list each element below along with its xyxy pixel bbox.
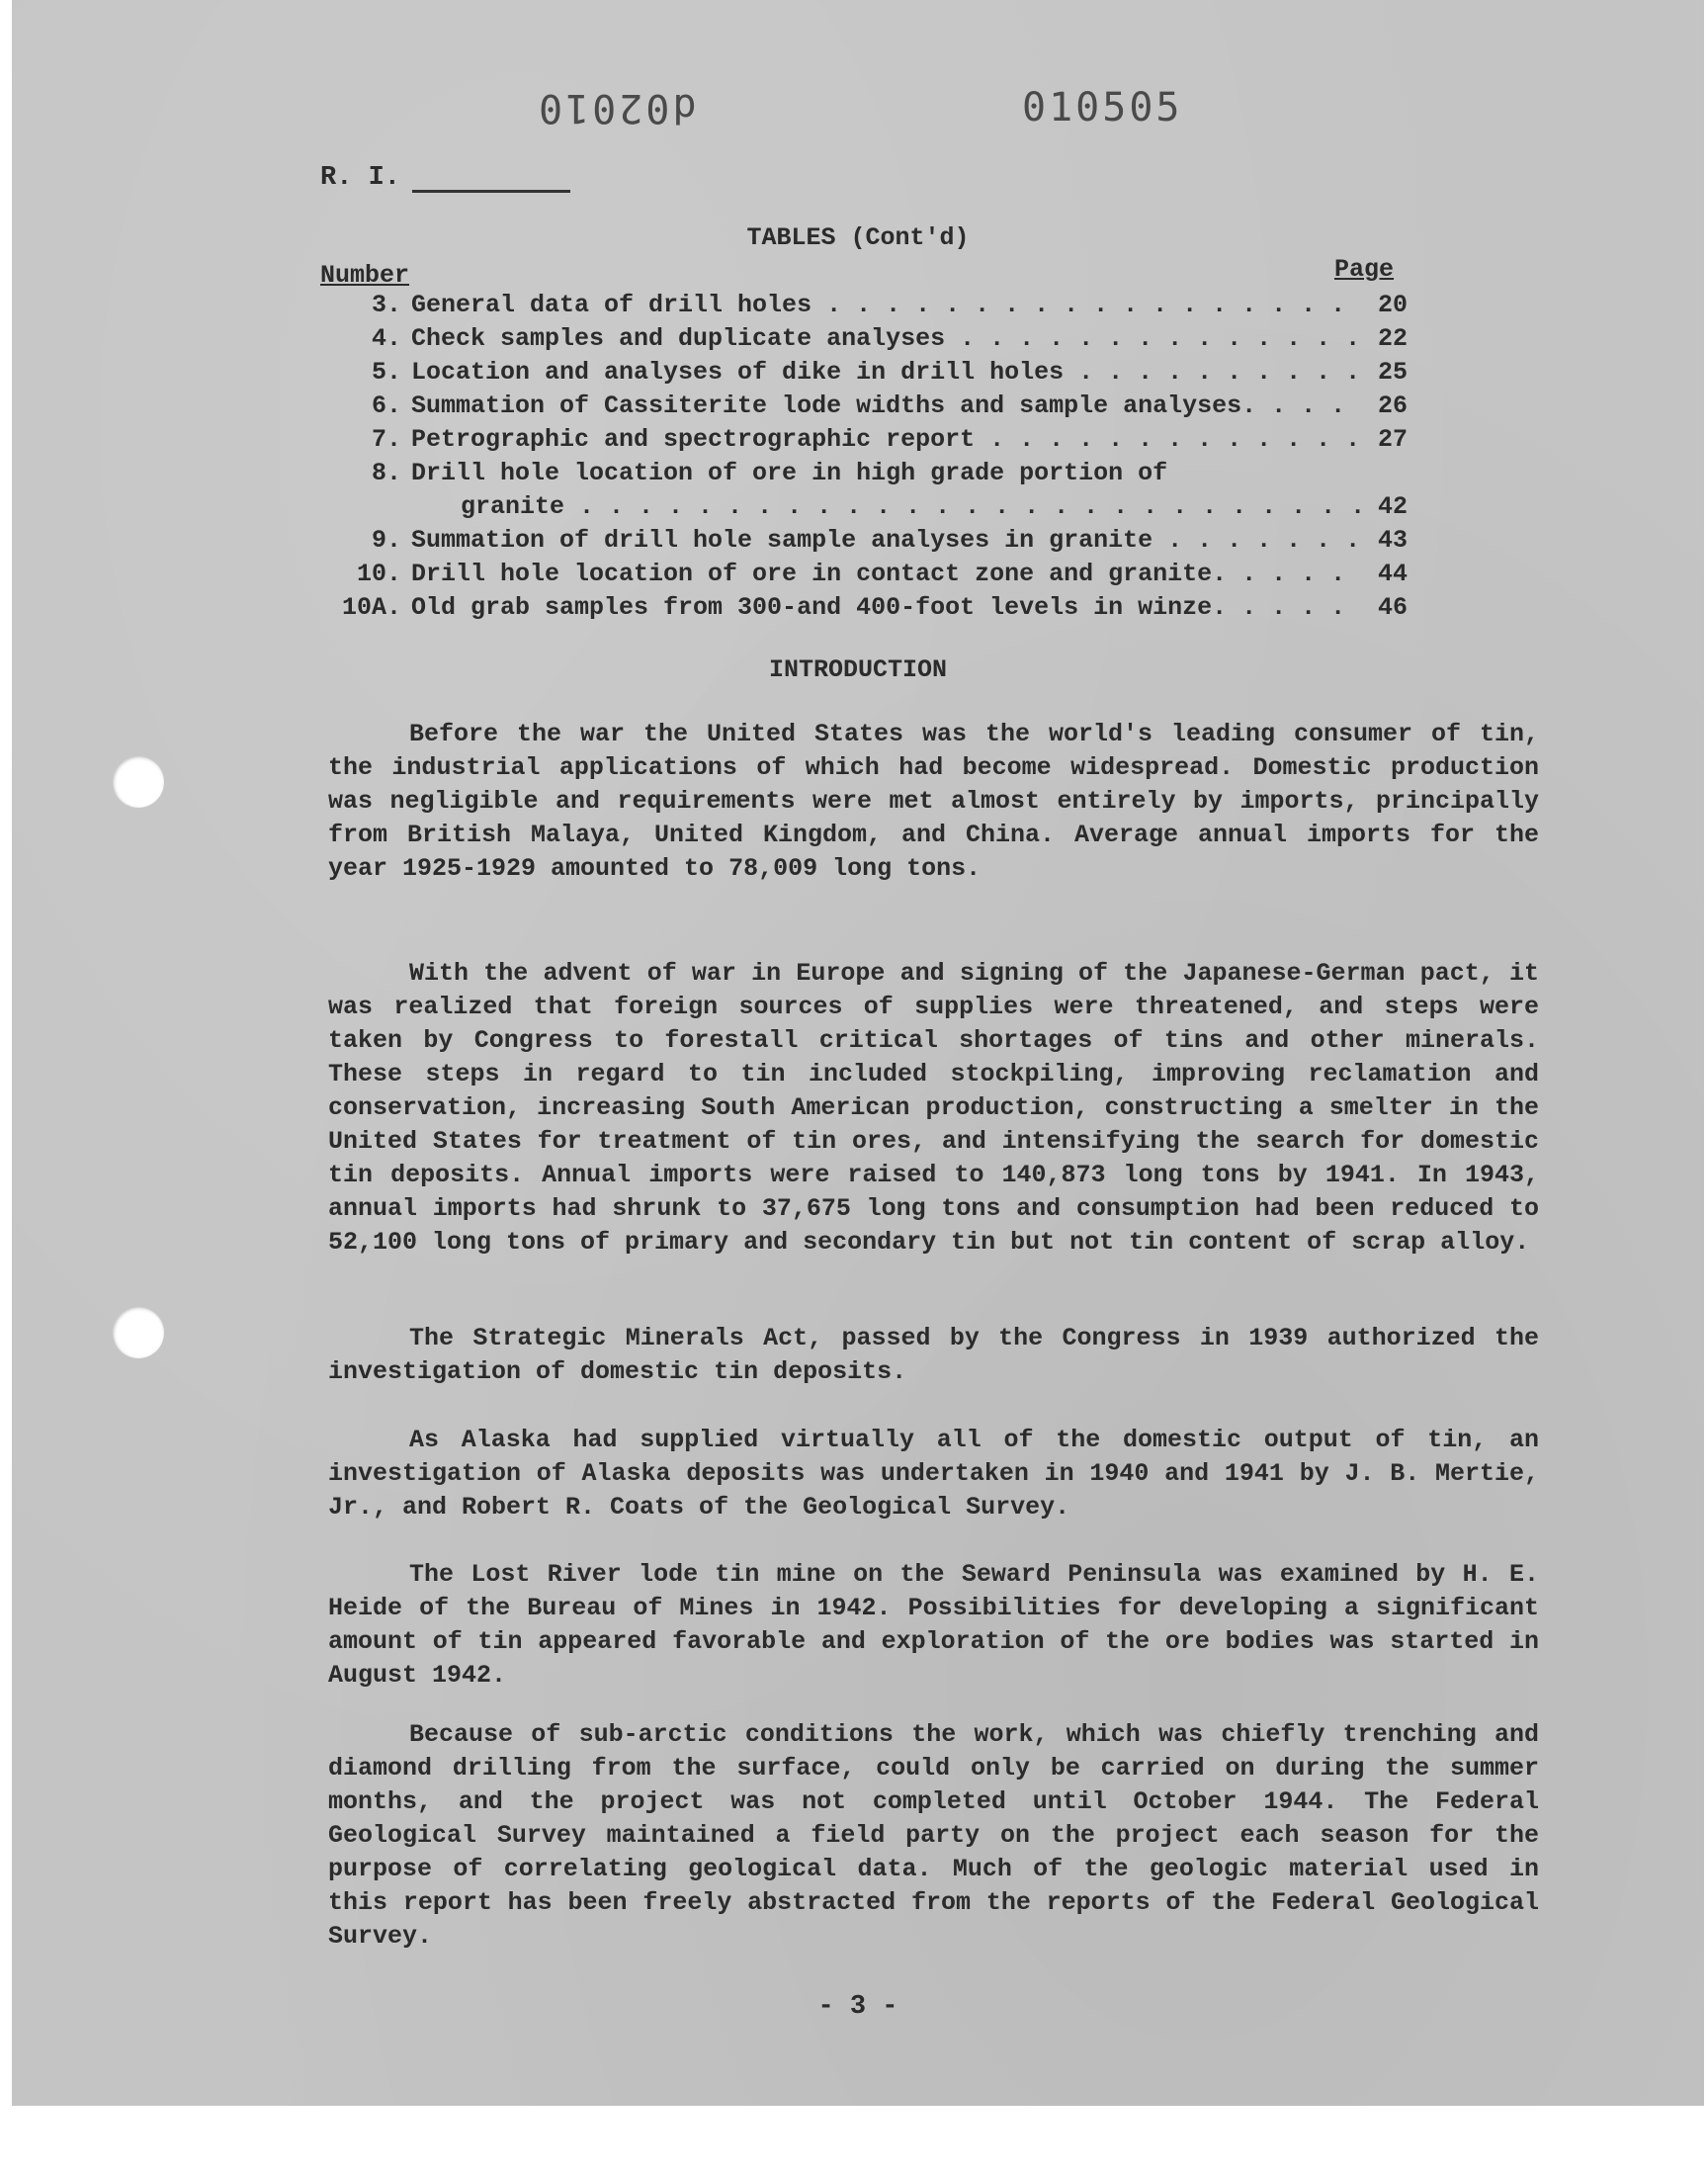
toc-entry (320, 324, 1408, 358)
toc-entry-title-continued: granite . . . (461, 492, 1364, 521)
column-header-number: Number (320, 261, 410, 290)
tables-list (320, 291, 1408, 627)
toc-entry-number: 4. (371, 324, 401, 353)
toc-entry-page: 25 (1377, 358, 1408, 387)
toc-entry (320, 459, 1408, 526)
toc-entry-page: 44 (1377, 560, 1408, 588)
toc-entry-number: 10A. (341, 593, 401, 622)
punch-hole (113, 756, 164, 808)
page-number: - 3 - (817, 1992, 898, 2022)
toc-entry-title: Old grab samples from 300-and 400-foot levels in winze. . . . (411, 593, 1364, 622)
toc-entry-number: 8. (371, 459, 401, 487)
toc-entry-page: 43 (1377, 526, 1408, 555)
toc-entry-page: 42 (1377, 492, 1408, 521)
toc-entry-number: 6. (371, 392, 401, 420)
body-paragraph: With the advent of war in Europe and signing of the Japanese-German pact, it was realized that foreign sources of supplies were threatened, and steps were taken by Congress to forestall critical shortages of tins and other minerals. These steps in regard to tin included stockpiling, improving reclamation and conservation, increasing South American production, constructing a smelter in the United States for treatment of tin ores, and intensifying the search for domestic tin deposits. Annual imports were raised to 140,873 long tons by 1941. In 1943, annual imports had shrunk to 37,675 long tons and consumption had been reduced to 52,100 long tons of primary and secondary tin but not tin content of scrap alloy. (328, 959, 1539, 1257)
toc-entry (320, 358, 1408, 392)
toc-entry-title: General data of drill holes . . . (411, 291, 1364, 319)
toc-entry-title: Petrographic and spectrographic report . . . (411, 425, 1364, 454)
toc-entry-title: Drill hole location of ore in high grade portion of (411, 459, 1168, 487)
ri-blank-line (412, 190, 570, 193)
toc-entry-title: Summation of Cassiterite lode widths and sample analyses. . . . (411, 392, 1364, 420)
toc-entry (320, 291, 1408, 324)
stamp-number: 010505 (1022, 85, 1183, 130)
toc-entry-number: 3. (371, 291, 401, 319)
body-paragraph: Because of sub-arctic conditions the work, which was chiefly trenching and diamond drilling from the surface, could only be carried on during the summer months, and the project was not completed until October 1944. The Federal Geological Survey maintained a field party on the project each season for the purpose of correlating geological data. Much of the geologic material used in this report has been freely abstracted from the reports of the Federal Geological Survey. (328, 1720, 1539, 1951)
body-paragraph: As Alaska had supplied virtually all of the domestic output of tin, an investigation of Alaska deposits was undertaken in 1940 and 1941 by J. B. Mertie, Jr., and Robert R. Coats of the Geological Survey. (328, 1426, 1539, 1522)
toc-entry-number: 10. (356, 560, 401, 588)
punch-hole (113, 1307, 164, 1358)
toc-entry-number: 5. (371, 358, 401, 387)
ri-label: R. I. (320, 163, 401, 193)
toc-entry-title: Drill hole location of ore in contact zone and granite. . . . (411, 560, 1364, 588)
toc-entry-page: 26 (1377, 392, 1408, 420)
document-page (12, 0, 1704, 2106)
toc-entry-number: 7. (371, 425, 401, 454)
toc-entry-number: 9. (371, 526, 401, 555)
stamp-number-inverted: d02010 (536, 85, 697, 130)
introduction-heading: INTRODUCTION (768, 655, 948, 684)
toc-entry-title: Check samples and duplicate analyses . . . (411, 324, 1364, 353)
toc-entry-page: 20 (1377, 291, 1408, 319)
toc-entry-page: 22 (1377, 324, 1408, 353)
column-header-page: Page (1334, 255, 1395, 284)
tables-heading: TABLES (Cont'd) (746, 223, 970, 252)
toc-entry (320, 392, 1408, 425)
toc-entry-page: 46 (1377, 593, 1408, 622)
toc-entry (320, 560, 1408, 593)
toc-entry (320, 425, 1408, 459)
toc-entry-page: 27 (1377, 425, 1408, 454)
body-paragraph: The Strategic Minerals Act, passed by the Congress in 1939 authorized the investigation of domestic tin deposits. (328, 1324, 1539, 1386)
body-paragraph: The Lost River lode tin mine on the Seward Peninsula was examined by H. E. Heide of the Bureau of Mines in 1942. Possibilities for developing a significant amount of tin appeared favorable and exploration of the ore bodies was started in August 1942. (328, 1560, 1539, 1690)
toc-entry (320, 526, 1408, 560)
body-paragraph: Before the war the United States was the world's leading consumer of tin, the industrial applications of which had become widespread. Domestic production was negligible and requirements were met almost entirely by imports, principally from British Malaya, United Kingdom, and China. Average annual imports for the year 1925-1929 amounted to 78,009 long tons. (328, 720, 1539, 883)
toc-entry-title: Summation of drill hole sample analyses in granite . . . (411, 526, 1364, 555)
toc-entry (320, 593, 1408, 627)
toc-entry-title: Location and analyses of dike in drill holes . . . (411, 358, 1364, 387)
